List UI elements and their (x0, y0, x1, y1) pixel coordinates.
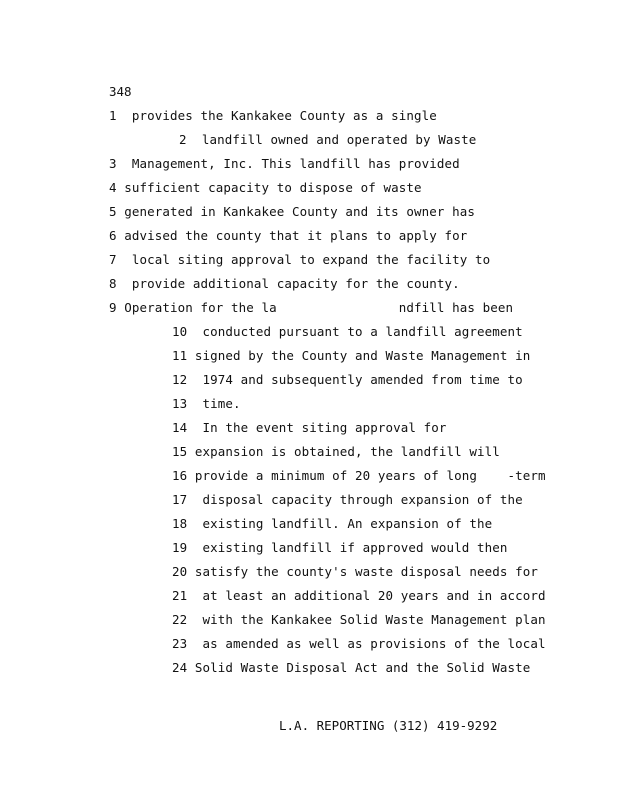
line-16: 16 provide a minimum of 20 years of long -term (172, 468, 546, 483)
line-10: 10 conducted pursuant to a landfill agreement (172, 324, 523, 339)
line-1: 1 provides the Kankakee County as a single (109, 108, 437, 123)
line-13: 13 time. (172, 396, 241, 411)
line-7: 7 local siting approval to expand the facility to (109, 252, 491, 267)
line-4: 4 sufficient capacity to dispose of waste (109, 180, 422, 195)
line-14: 14 In the event siting approval for (172, 420, 447, 435)
line-9: 9 Operation for the la ndfill has been (109, 300, 514, 315)
line-23: 23 as amended as well as provisions of the local (172, 636, 546, 651)
line-5: 5 generated in Kankakee County and its owner has (109, 204, 476, 219)
line-2: 2 landfill owned and operated by Waste (179, 132, 477, 147)
line-15: 15 expansion is obtained, the landfill will (172, 444, 500, 459)
line-24: 24 Solid Waste Disposal Act and the Solid Waste (172, 660, 531, 675)
line-12: 12 1974 and subsequently amended from time to (172, 372, 523, 387)
line-3: 3 Management, Inc. This landfill has provided (109, 156, 460, 171)
reporter-footer: L.A. REPORTING (312) 419-9292 (279, 718, 498, 733)
line-6: 6 advised the county that it plans to apply for (109, 228, 468, 243)
line-8: 8 provide additional capacity for the county. (109, 276, 460, 291)
line-21: 21 at least an additional 20 years and in accord (172, 588, 546, 603)
line-17: 17 disposal capacity through expansion of the (172, 492, 523, 507)
line-20: 20 satisfy the county's waste disposal needs for (172, 564, 539, 579)
line-19: 19 existing landfill if approved would then (172, 540, 508, 555)
page-number: 348 (109, 84, 132, 99)
line-18: 18 existing landfill. An expansion of the (172, 516, 493, 531)
line-11: 11 signed by the County and Waste Management in (172, 348, 531, 363)
line-22: 22 with the Kankakee Solid Waste Management plan (172, 612, 546, 627)
